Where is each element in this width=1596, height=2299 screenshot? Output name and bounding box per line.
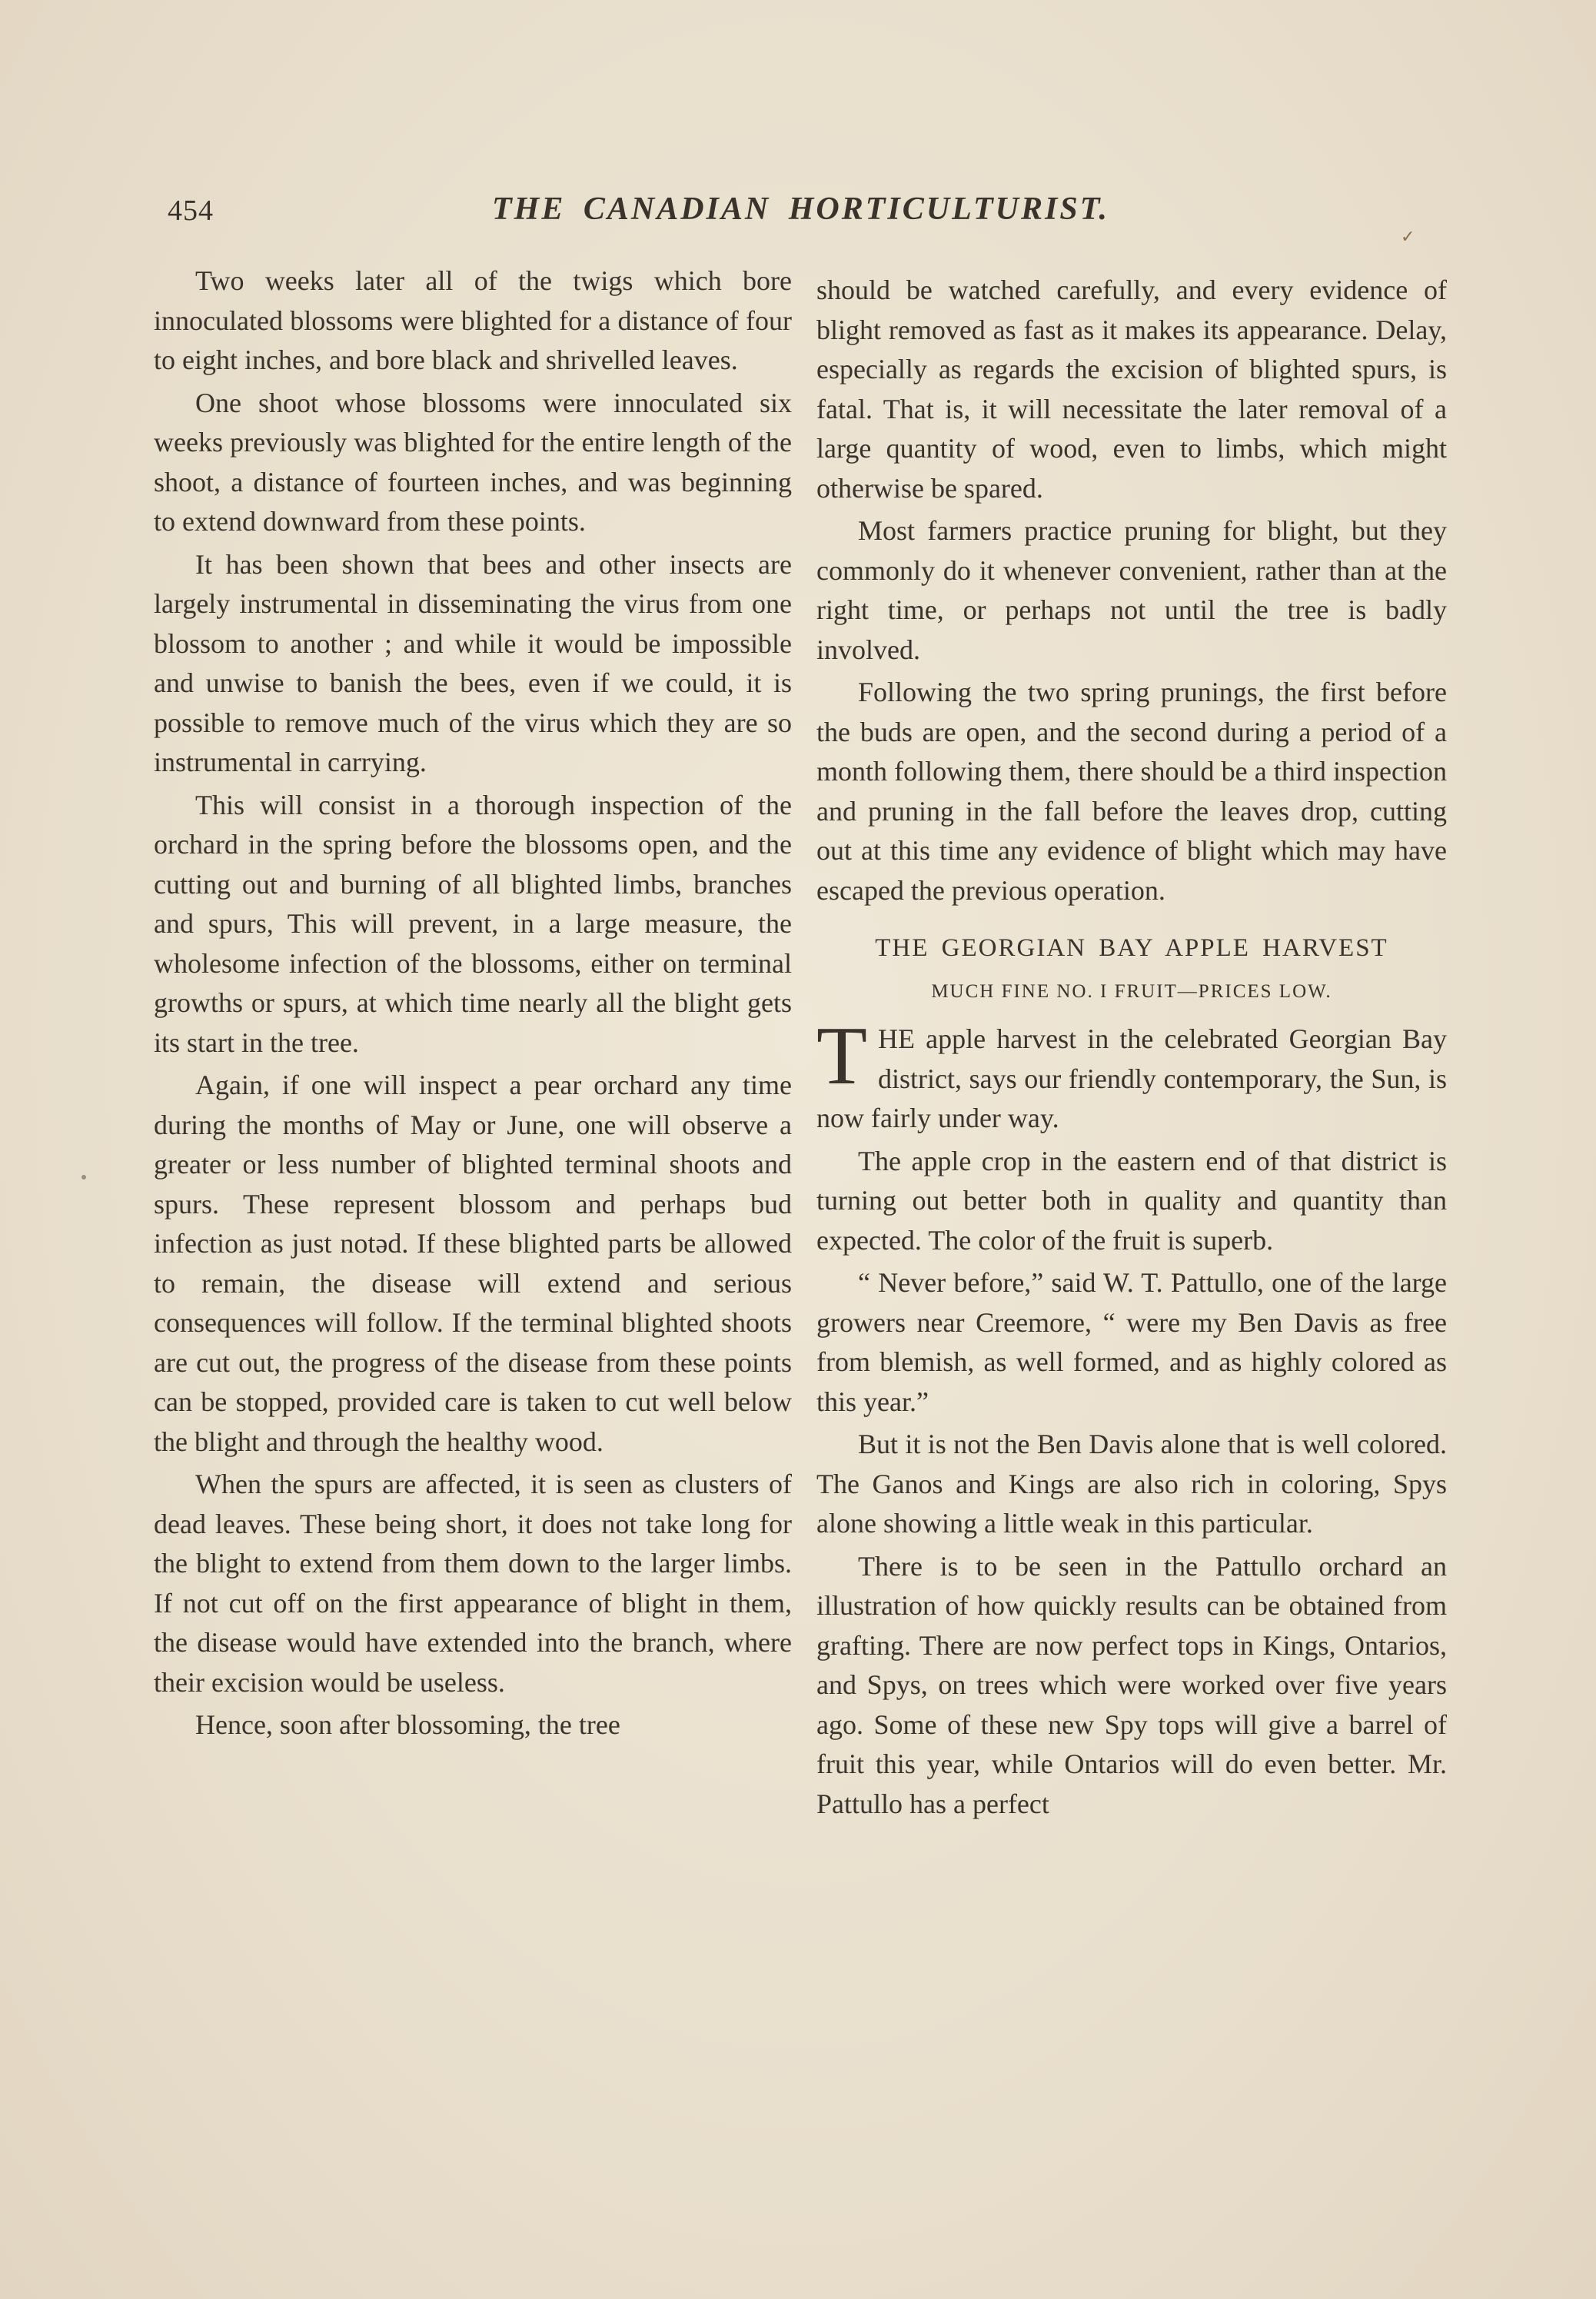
paragraph: Two weeks later all of the twigs which bore innoculated blossoms were blighted for a distance of four to eight inches, and bore black and shrivelled leaves. xyxy=(154,265,792,375)
article-title: THE GEORGIAN BAY APPLE HARVEST xyxy=(875,934,1388,962)
paragraph: When the spurs are affected, it is seen as clusters of dead leaves. These being short, it does not take long for the blight to extend from them down to the larger limbs. If not cut off on the first appearance of blight in them, the disease would have extended into the branch, where their excision would be useless. xyxy=(154,1469,792,1698)
lead-paragraph xyxy=(816,1010,1447,1139)
paragraph: Following the two spring prunings, the first before the buds are open, and the second during a period of a month following them, there should be a third inspection and pruning in the fall before the leaves drop, cutting out at this time any evidence of blight which may have escaped the previous operation. xyxy=(816,677,1447,906)
paragraph: It has been shown that bees and other insects are largely instrumental in disseminating the virus from one blossom to another ; and while it would be impossible and unwise to banish the bees, even if we could, it is possible to remove much of the virus which they are so instrumental in carrying. xyxy=(154,548,792,777)
running-title: THE CANADIAN HORTICULTURIST. xyxy=(492,191,1109,227)
ink-mark: ✓ xyxy=(1401,227,1415,246)
article-subtitle: MUCH FINE NO. I FRUIT—PRICES LOW. xyxy=(931,981,1332,1002)
paragraph-continuation: should be watched carefully, and every evidence of blight removed as fast as it makes its appearance. Delay, especially as regards the excision of blighted spurs, is fatal. That is, it will necessitate the later removal of a large quantity of wood, even to limbs, which might otherwise be spared. xyxy=(816,274,1447,504)
paragraph: This will consist in a thorough inspection of the orchard in the spring before the blossoms open, and the cutting out and burning of all blighted limbs, branches and spurs, This will prevent, in a large measure, the wholesome infection of the blossoms, either on terminal growths or spurs, at which time nearly all the blight gets its start in the tree. xyxy=(154,789,792,1058)
paragraph: Again, if one will inspect a pear orchard any time during the months of May or June, one will observe a greater or less number of blighted terminal shoots and spurs. These represent blossom and perhaps bud infection as just notəd. If these blighted parts be allowed to remain, the disease will extend and serious consequences will follow. If the terminal blighted shoots are cut out, the progress of the disease from these points can be stopped, provided care is taken to cut well below the blight and through the healthy wood. xyxy=(154,1070,792,1457)
paragraph: The apple crop in the eastern end of that district is turning out better both in quality and quantity than expected. The color of the fruit is superb. xyxy=(816,1145,1447,1256)
paragraph: “ Never before,” said W. T. Pattullo, one of the large growers near Creemore, “ were my Ben Davis as free from blemish, as well formed, and as highly colored as this year.” xyxy=(816,1267,1447,1417)
paragraph: There is to be seen in the Pattullo orchard an illustration of how quickly results can be obtained from grafting. There are now perfect tops in Kings, Ontarios, and Spys, on trees which were worked over five years ago. Some of these new Spy tops will give a barrel of fruit this year, while Ontarios will do even better. Mr. Pattullo has a perfect xyxy=(816,1550,1447,1819)
paragraph: But it is not the Ben Davis alone that is well colored. The Ganos and Kings are also rich in coloring, Spys alone showing a little weak in this particular. xyxy=(816,1429,1447,1539)
drop-cap: T xyxy=(816,1010,867,1102)
left-column xyxy=(154,261,792,1748)
lead-text: HE apple harvest in the celebrated Georgian Bay district, says our friendly contemporary, the Sun, is now fairly under way. xyxy=(816,1023,1447,1133)
paragraph: Most farmers practice pruning for blight, but they commonly do it whenever convenient, rather than at the right time, or perhaps not until the tree is badly involved. xyxy=(816,515,1447,665)
paragraph: Hence, soon after blossoming, the tree xyxy=(195,1709,620,1740)
paragraph: One shoot whose blossoms were innoculated six weeks previously was blighted for the entire length of the shoot, a distance of fourteen inches, and was beginning to extend downward from these points. xyxy=(154,387,792,537)
page-number: 454 xyxy=(168,195,214,227)
paper-speck xyxy=(81,1175,86,1179)
right-column xyxy=(816,271,1447,1827)
